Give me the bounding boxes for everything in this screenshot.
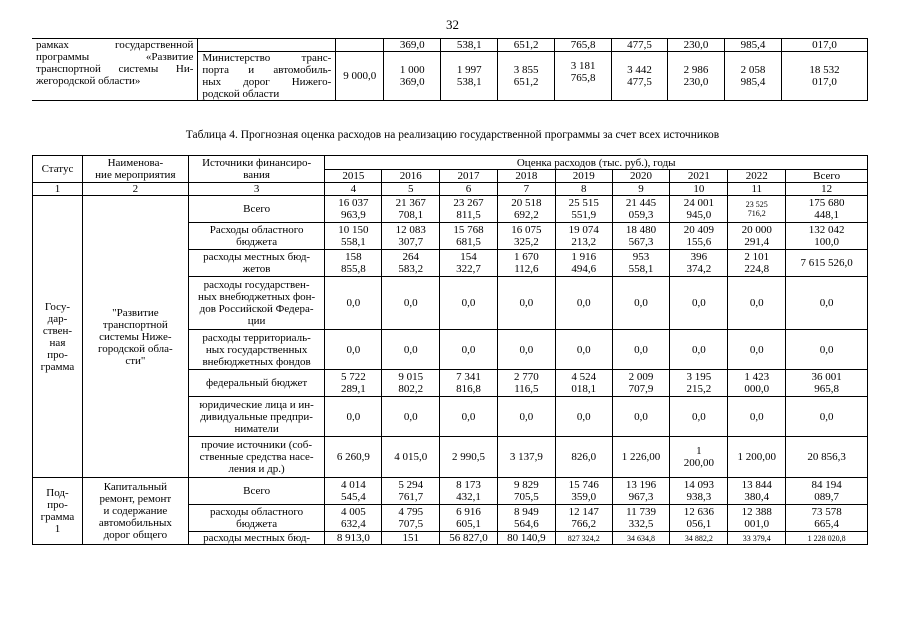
value-cell: 1 200,00 (728, 437, 786, 478)
column-number: 1 (33, 183, 83, 196)
column-number: 9 (612, 183, 670, 196)
header-year: 2019 (555, 170, 612, 183)
top-cell: 651,2 (498, 39, 555, 52)
value-cell: 56 827,0 (440, 532, 498, 545)
value-cell: 21 445 059,3 (612, 196, 670, 223)
header-year: 2021 (670, 170, 728, 183)
program-description (32, 39, 198, 101)
value-cell: 0,0 (612, 330, 670, 370)
value-cell: 151 (382, 532, 440, 545)
header-year: Всего (786, 170, 868, 183)
value-cell: 264 583,2 (382, 250, 440, 277)
value-cell: 14 093 938,3 (670, 478, 728, 505)
source-cell: прочие источники (соб- ственные средства насе- ления и др.) (188, 437, 325, 478)
value-cell: 8 913,0 (325, 532, 382, 545)
value-cell: 15 746 359,0 (555, 478, 612, 505)
value-cell: 0,0 (612, 397, 670, 437)
value-cell: 19 074 213,2 (555, 223, 612, 250)
source-cell: Всего (188, 196, 325, 223)
program-status: Госу- дар- ствен- ная про- грамма (33, 196, 83, 478)
column-number: 10 (670, 183, 728, 196)
value-cell: 36 001 965,8 (786, 370, 868, 397)
ministry-line: родской области (202, 88, 280, 100)
source-cell: расходы территориаль- ных государственных внебюджетных фондов (188, 330, 325, 370)
value-cell: 10 150 558,1 (325, 223, 382, 250)
value-cell: 0,0 (440, 277, 498, 330)
value-cell: 1 916 494,6 (555, 250, 612, 277)
value-cell: 0,0 (670, 277, 728, 330)
value-cell: 3 195 215,2 (670, 370, 728, 397)
top-table (32, 38, 868, 101)
value-cell: 132 042 100,0 (786, 223, 868, 250)
value-cell: 1 200,00 (670, 437, 728, 478)
value-cell: 1 670 112,6 (497, 250, 555, 277)
top-value: 3 442 477,5 (612, 52, 668, 101)
source-cell: расходы областного бюджета (188, 505, 325, 532)
top-value: 18 532 017,0 (781, 52, 867, 101)
header-year: 2017 (440, 170, 498, 183)
value-cell: 11 739 332,5 (612, 505, 670, 532)
program-line: жегородской области» (36, 75, 141, 87)
value-cell: 6 260,9 (325, 437, 382, 478)
value-cell: 0,0 (786, 277, 868, 330)
value-cell: 12 636 056,1 (670, 505, 728, 532)
column-number: 2 (82, 183, 188, 196)
value-cell: 0,0 (325, 397, 382, 437)
source-cell: Расходы областного бюджета (188, 223, 325, 250)
value-cell: 0,0 (382, 277, 440, 330)
value-cell: 6 916 605,1 (440, 505, 498, 532)
value-cell: 15 768 681,5 (440, 223, 498, 250)
value-cell: 2 101 224,8 (728, 250, 786, 277)
value-cell: 24 001 945,0 (670, 196, 728, 223)
value-cell: 0,0 (728, 330, 786, 370)
value-cell: 80 140,9 (497, 532, 555, 545)
value-cell: 175 680 448,1 (786, 196, 868, 223)
source-cell: расходы местных бюд- (188, 532, 325, 545)
header-status: Статус (33, 156, 83, 183)
column-number: 6 (440, 183, 498, 196)
value-cell: 16 075 325,2 (497, 223, 555, 250)
value-cell: 0,0 (497, 277, 555, 330)
value-cell: 9 829 705,5 (497, 478, 555, 505)
value-cell: 1 423 000,0 (728, 370, 786, 397)
top-value: 1 000 369,0 (384, 52, 441, 101)
value-cell: 16 037 963,9 (325, 196, 382, 223)
top-value: 2 058 985,4 (724, 52, 781, 101)
value-cell: 18 480 567,3 (612, 223, 670, 250)
top-cell: 477,5 (612, 39, 668, 52)
column-number: 11 (728, 183, 786, 196)
value-cell: 3 137,9 (497, 437, 555, 478)
value-cell: 5 294 761,7 (382, 478, 440, 505)
value-cell: 827 324,2 (555, 532, 612, 545)
main-table-body (33, 156, 868, 545)
value-cell: 73 578 665,4 (786, 505, 868, 532)
value-cell: 0,0 (325, 330, 382, 370)
value-cell: 34 634,8 (612, 532, 670, 545)
column-number: 8 (555, 183, 612, 196)
value-cell: 20 856,3 (786, 437, 868, 478)
value-cell: 0,0 (325, 277, 382, 330)
value-cell: 25 515 551,9 (555, 196, 612, 223)
value-cell: 9 015 802,2 (382, 370, 440, 397)
value-cell: 12 083 307,7 (382, 223, 440, 250)
top-cell: 985,4 (724, 39, 781, 52)
value-cell: 0,0 (786, 330, 868, 370)
value-cell: 4 015,0 (382, 437, 440, 478)
column-number: 5 (382, 183, 440, 196)
value-cell: 826,0 (555, 437, 612, 478)
value-cell: 23 267 811,5 (440, 196, 498, 223)
header-year: 2020 (612, 170, 670, 183)
value-cell: 0,0 (728, 397, 786, 437)
value-cell: 20 518 692,2 (497, 196, 555, 223)
value-cell: 20 000 291,4 (728, 223, 786, 250)
value-cell: 12 147 766,2 (555, 505, 612, 532)
value-cell: 7 615 526,0 (786, 250, 868, 277)
ministry-cell (198, 52, 336, 101)
value-cell: 33 379,4 (728, 532, 786, 545)
value-cell: 1 226,00 (612, 437, 670, 478)
top-cell: 369,0 (384, 39, 441, 52)
value-cell: 0,0 (497, 397, 555, 437)
source-cell: юридические лица и ин- дивидуальные предпри- ниматели (188, 397, 325, 437)
value-cell: 0,0 (497, 330, 555, 370)
value-cell: 8 173 432,1 (440, 478, 498, 505)
top-cell (336, 39, 384, 52)
top-value: 2 986 230,0 (668, 52, 725, 101)
column-number: 7 (497, 183, 555, 196)
value-cell: 158 855,8 (325, 250, 382, 277)
source-cell: расходы местных бюд- жетов (188, 250, 325, 277)
value-cell: 0,0 (440, 330, 498, 370)
value-cell: 84 194 089,7 (786, 478, 868, 505)
value-cell: 8 949 564,6 (497, 505, 555, 532)
ministry-line: порта и автомобиль- (202, 64, 332, 76)
value-cell: 396 374,2 (670, 250, 728, 277)
value-cell: 2 990,5 (440, 437, 498, 478)
top-value: 1 997 538,1 (441, 52, 498, 101)
source-cell: Всего (188, 478, 325, 505)
column-number: 4 (325, 183, 382, 196)
value-cell: 2 770 116,5 (497, 370, 555, 397)
header-name: Наименова- ние мероприятия (82, 156, 188, 183)
source-cell: расходы государствен- ных внебюджетных фон- дов Российской Федера- ции (188, 277, 325, 330)
top-cell: 230,0 (668, 39, 725, 52)
top-cell: 538,1 (441, 39, 498, 52)
column-numbers-row (33, 183, 868, 196)
program-line: транспортной системы Ни- (36, 63, 194, 75)
value-cell: 0,0 (786, 397, 868, 437)
ministry-line: ных дорог Нижего- (202, 76, 332, 88)
main-table (32, 155, 868, 545)
value-cell: 23 525 716,2 (728, 196, 786, 223)
top-value: 3 181 765,8 (555, 52, 612, 101)
value-cell: 0,0 (612, 277, 670, 330)
program-line: рамках государственной (36, 39, 194, 51)
value-cell: 2 009 707,9 (612, 370, 670, 397)
value-cell: 4 005 632,4 (325, 505, 382, 532)
ministry-line: Министерство транс- (202, 52, 332, 64)
value-cell: 0,0 (555, 330, 612, 370)
header-year: 2015 (325, 170, 382, 183)
value-cell: 13 196 967,3 (612, 478, 670, 505)
top-cell: 017,0 (781, 39, 867, 52)
value-cell: 953 558,1 (612, 250, 670, 277)
page-number: 32 (446, 17, 459, 32)
table-caption: Таблица 4. Прогнозная оценка расходов на реализацию государственной программы за счет всех источников (185, 129, 720, 141)
header-year: 2022 (728, 170, 786, 183)
value-cell: 4 795 707,5 (382, 505, 440, 532)
value-cell: 34 882,2 (670, 532, 728, 545)
value-cell: 0,0 (382, 397, 440, 437)
value-cell: 4 014 545,4 (325, 478, 382, 505)
value-cell: 1 228 020,8 (786, 532, 868, 545)
subprogram-status: Под- про- грамма 1 (33, 478, 83, 545)
source-cell: федеральный бюджет (188, 370, 325, 397)
subprogram-name: Капитальный ремонт, ремонт и содержание автомобильных дорог общего (82, 478, 188, 545)
value-cell: 12 388 001,0 (728, 505, 786, 532)
value-cell: 4 524 018,1 (555, 370, 612, 397)
program-line: программы «Развитие (36, 51, 194, 63)
value-cell: 7 341 816,8 (440, 370, 498, 397)
program-row (33, 196, 868, 223)
header-year: 2016 (382, 170, 440, 183)
value-cell: 0,0 (440, 397, 498, 437)
top-value: 3 855 651,2 (498, 52, 555, 101)
value-cell: 5 722 289,1 (325, 370, 382, 397)
value-cell: 154 322,7 (440, 250, 498, 277)
value-cell: 0,0 (728, 277, 786, 330)
value-cell: 0,0 (670, 397, 728, 437)
header-year: 2018 (497, 170, 555, 183)
top-value: 9 000,0 (336, 52, 384, 101)
value-cell: 21 367 708,1 (382, 196, 440, 223)
column-number: 3 (188, 183, 325, 196)
program-name: "Развитие транспортной системы Нижe- городской обла- сти" (82, 196, 188, 478)
value-cell: 13 844 380,4 (728, 478, 786, 505)
header-estimate: Оценка расходов (тыс. руб.), годы (325, 156, 868, 170)
value-cell: 0,0 (555, 397, 612, 437)
column-number: 12 (786, 183, 868, 196)
value-cell: 0,0 (382, 330, 440, 370)
value-cell: 0,0 (670, 330, 728, 370)
ministry-top-cell (198, 39, 336, 52)
header-sources: Источники финансиро- вания (188, 156, 325, 183)
top-cell: 765,8 (555, 39, 612, 52)
value-cell: 20 409 155,6 (670, 223, 728, 250)
subprogram-row (33, 478, 868, 505)
value-cell: 0,0 (555, 277, 612, 330)
